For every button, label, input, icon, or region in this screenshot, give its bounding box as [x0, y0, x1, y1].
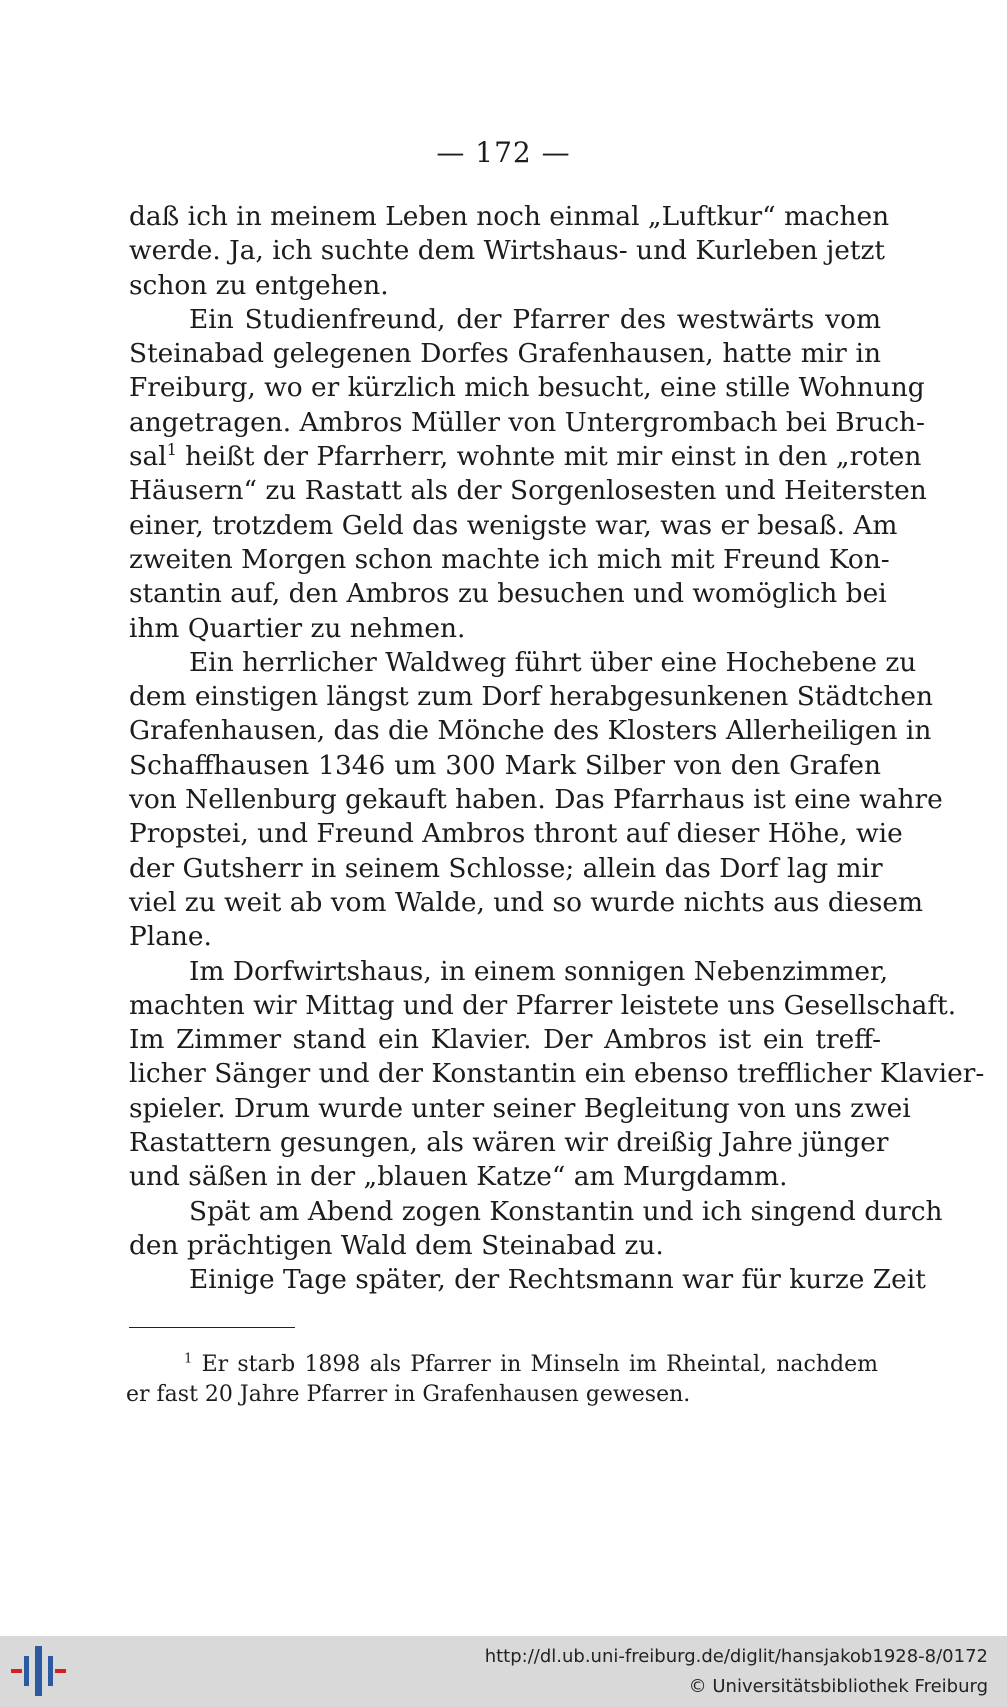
text-fragment: heißt der Pfarrherr, wohnte mit mir einst in den „roten — [176, 441, 922, 473]
text-line: Propstei, und Freund Ambros thront auf dieser Höhe, wie — [129, 818, 903, 850]
text-line: Ein herrlicher Waldweg führt über eine Hochebene zu — [189, 646, 917, 678]
footnote-divider — [129, 1327, 295, 1328]
text-line: licher Sänger und der Konstantin ein ebenso trefflicher Klavier- — [129, 1058, 985, 1090]
text-line: von Nellenburg gekauft haben. Das Pfarrhaus ist eine wahre — [129, 784, 943, 816]
text-line: zweiten Morgen schon machte ich mich mit Freund Kon- — [129, 543, 890, 575]
text-line: und säßen in der „blauen Katze“ am Murgdamm. — [129, 1161, 788, 1193]
text-line: werde. Ja, ich suchte dem Wirtshaus- und Kurleben jetzt — [129, 235, 885, 267]
text-fragment: sal — [129, 441, 167, 473]
footnote-line: er fast 20 Jahre Pfarrer in Grafenhausen gewesen. — [126, 1382, 691, 1407]
text-line: Einige Tage später, der Rechtsmann war für kurze Zeit — [189, 1264, 926, 1296]
ub-freiburg-logo-icon[interactable] — [8, 1640, 68, 1702]
page-number: — 172 — — [436, 136, 571, 169]
text-line: Häusern“ zu Rastatt als der Sorgenlosesten und Heitersten — [129, 475, 927, 507]
text-line: ihm Quartier zu nehmen. — [129, 612, 466, 644]
footnote-marker: 1 — [184, 1351, 193, 1367]
text-line: Spät am Abend zogen Konstantin und ich singend durch — [189, 1195, 943, 1227]
copyright-notice: © Universitätsbibliothek Freiburg — [688, 1676, 988, 1697]
text-line: Plane. — [129, 921, 212, 953]
text-line: stantin auf, den Ambros zu besuchen und womöglich bei — [129, 578, 887, 610]
permalink-url[interactable]: http://dl.ub.uni-freiburg.de/diglit/hansjakob1928-8/0172 — [484, 1646, 988, 1667]
footnote-line — [126, 1350, 878, 1380]
text-line: daß ich in meinem Leben noch einmal „Luftkur“ machen — [129, 201, 890, 232]
text-line: viel zu weit ab vom Walde, und so wurde nichts aus diesem — [129, 886, 923, 918]
text-line: schon zu entgehen. — [129, 269, 389, 301]
text-line: Im Zimmer stand ein Klavier. Der Ambros ist ein treff- — [129, 1024, 881, 1056]
footnote — [126, 1350, 878, 1410]
text-line: den prächtigen Wald dem Steinabad zu. — [129, 1229, 664, 1261]
text-line: Grafenhausen, das die Mönche des Klosters Allerheiligen in — [129, 715, 932, 747]
viewer-footer — [0, 1636, 1007, 1707]
footnote-text: Er starb 1898 als Pfarrer in Minseln im Rheintal, nachdem — [192, 1352, 878, 1377]
text-line: einer, trotzdem Geld das wenigste war, was er besaß. Am — [129, 509, 898, 541]
text-line: Ein Studienfreund, der Pfarrer des westwärts vom — [189, 303, 881, 335]
text-line: Freiburg, wo er kürzlich mich besucht, eine stille Wohnung — [129, 372, 925, 404]
text-line: Steinabad gelegenen Dorfes Grafenhausen, hatte mir in — [129, 338, 881, 370]
text-line: Rastattern gesungen, als wären wir dreißig Jahre jünger — [129, 1127, 889, 1159]
text-line-with-footnote — [129, 440, 922, 474]
text-line: der Gutsherr in seinem Schlosse; allein das Dorf lag mir — [129, 852, 883, 884]
text-line: Schaffhausen 1346 um 300 Mark Silber von den Grafen — [129, 749, 881, 781]
text-line: spieler. Drum wurde unter seiner Begleitung von uns zwei — [129, 1092, 911, 1124]
body-text — [129, 200, 985, 1298]
text-line: Im Dorfwirtshaus, in einem sonnigen Nebenzimmer, — [189, 955, 889, 987]
footnote-ref: 1 — [166, 440, 177, 460]
text-line: dem einstigen längst zum Dorf herabgesunkenen Städtchen — [129, 681, 934, 713]
text-line: machten wir Mittag und der Pfarrer leistete uns Gesellschaft. — [129, 989, 957, 1021]
text-line: angetragen. Ambros Müller von Untergrombach bei Bruch- — [129, 406, 925, 438]
